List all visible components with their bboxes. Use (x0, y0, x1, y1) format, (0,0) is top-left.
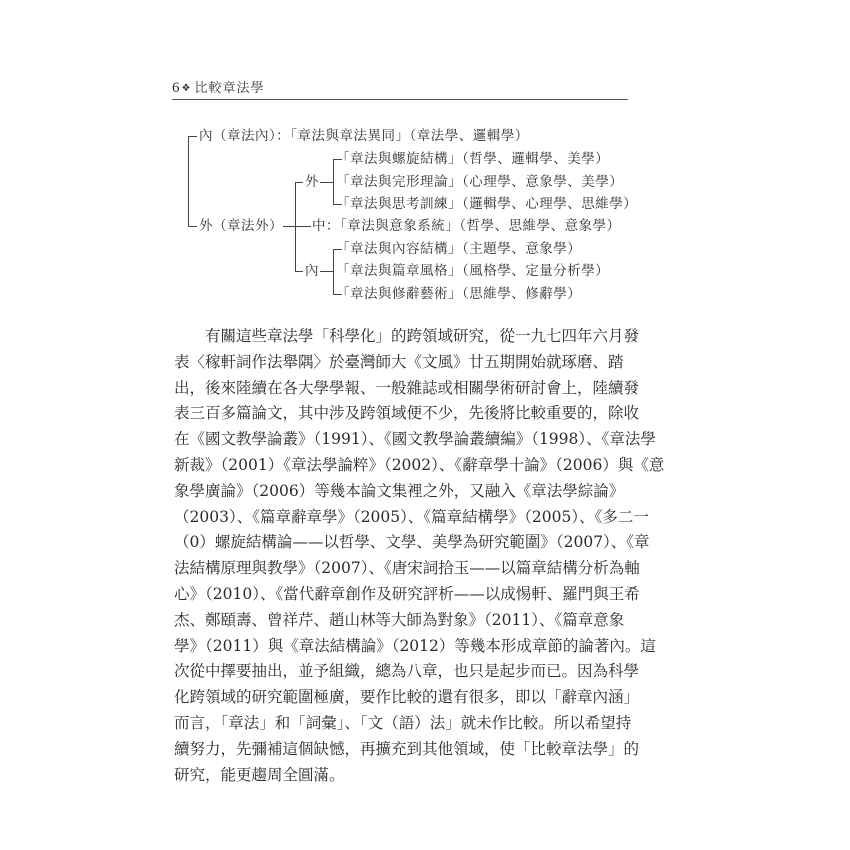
tree-node-outer: 外（章法外） (199, 218, 283, 234)
text-line: 出，後來陸續在各大學學報、一般雜誌或相關學術研討會上，陸續發 (174, 378, 640, 397)
tree-leaf: 「章法與修辭藝術」（思維學、修辭學） (336, 286, 582, 302)
text-line: 新裁》（2001）《章法學論粹》（2002）、《辭章學十論》（2006）與《意 (174, 455, 665, 474)
text-line: 續努力，先彌補這個缺憾，再擴充到其他領域，使「比較章法學」的 (174, 739, 640, 758)
tree-leaf: 「章法與思考訓練」（邏輯學、心理學、思維學） (336, 196, 638, 212)
text-line: 杰、鄭頤壽、曾祥芹、趙山林等大師為對象》（2011）、《篇章意象 (174, 610, 625, 629)
text-line: 而言，「章法」和「詞彙」、「文（語）法」就未作比較。所以希望持 (174, 713, 632, 732)
tree-node-outer-middle: 中：「章法與意象系統」（哲學、思維學、意象學） (312, 218, 621, 234)
tree-connector (333, 159, 334, 205)
tree-connector (295, 271, 303, 272)
tree-connector (188, 226, 197, 227)
text-line: 心》（2010）、《當代辭章創作及研究評析——以成惕軒、羅門與王希 (174, 584, 640, 603)
book-title: 比較章法學 (194, 81, 265, 96)
page-number: 6 (172, 80, 180, 96)
tree-connector (295, 182, 296, 272)
text-line: 法結構原理與教學》（2007）、《唐宋詞拾玉——以篇章結構分析為軸 (174, 559, 640, 578)
text-line: 次從中擇要抽出，並予組織，總為八章，也只是起步而已。因為科學 (174, 662, 640, 681)
text-line: 學》（2011）與《章法結構論》（2012）等幾本形成章節的論著內。這 (174, 636, 656, 655)
text-line: （0）螺旋結構論——以哲學、文學、美學為研究範圍》（2007）、《章 (174, 533, 650, 552)
text-line: 有關這些章法學「科學化」的跨領域研究，從一九七四年六月發 (174, 327, 640, 345)
tree-connector (320, 182, 334, 183)
ornament-diamond-icon: ❖ (181, 83, 191, 94)
text-line: （2003）、《篇章辭章學》（2005）、《篇章結構學》（2005）、《多二一 (174, 507, 649, 526)
text-line: 表三百多篇論文，其中涉及跨領域便不少，先後將比較重要的，除收 (174, 404, 640, 423)
text-line: 研究，能更趨周全圓滿。 (174, 765, 345, 784)
text-line: 象學廣論》（2006）等幾本論文集裡之外，又融入《章法學綜論》 (174, 481, 625, 500)
tree-leaf: 「章法與內容結構」（主題學、意象學） (336, 241, 582, 257)
tree-connector (320, 271, 334, 272)
tree-connector (188, 136, 197, 137)
classification-tree (0, 0, 850, 320)
tree-node-outer-outer: 外 (305, 174, 319, 190)
tree-connector (295, 182, 303, 183)
tree-leaf: 「章法與完形理論」（心理學、意象學、美學） (336, 174, 624, 190)
tree-leaf: 「章法與螺旋結構」（哲學、邏輯學、美學） (336, 151, 610, 167)
body-paragraph (174, 324, 665, 788)
text-line: 化跨領域的研究範圍極廣，要作比較的還有很多，即以「辭章內涵」 (174, 688, 640, 707)
tree-connector (333, 249, 334, 295)
tree-connector (188, 136, 189, 227)
tree-node-outer-inner: 內 (305, 263, 319, 279)
text-line: 表〈稼軒詞作法舉隅〉於臺灣師大《文風》廿五期開始就琢磨、踏 (174, 352, 624, 371)
tree-connector (283, 226, 311, 227)
tree-leaf: 「章法與篇章風格」（風格學、定量分析學） (336, 263, 610, 279)
tree-node-inner: 內（章法內）：「章法與章法異同」（章法學、邏輯學） (199, 128, 529, 144)
text-line: 在《國文教學論叢》（1991）、《國文教學論叢續編》（1998）、《章法學 (174, 430, 656, 449)
